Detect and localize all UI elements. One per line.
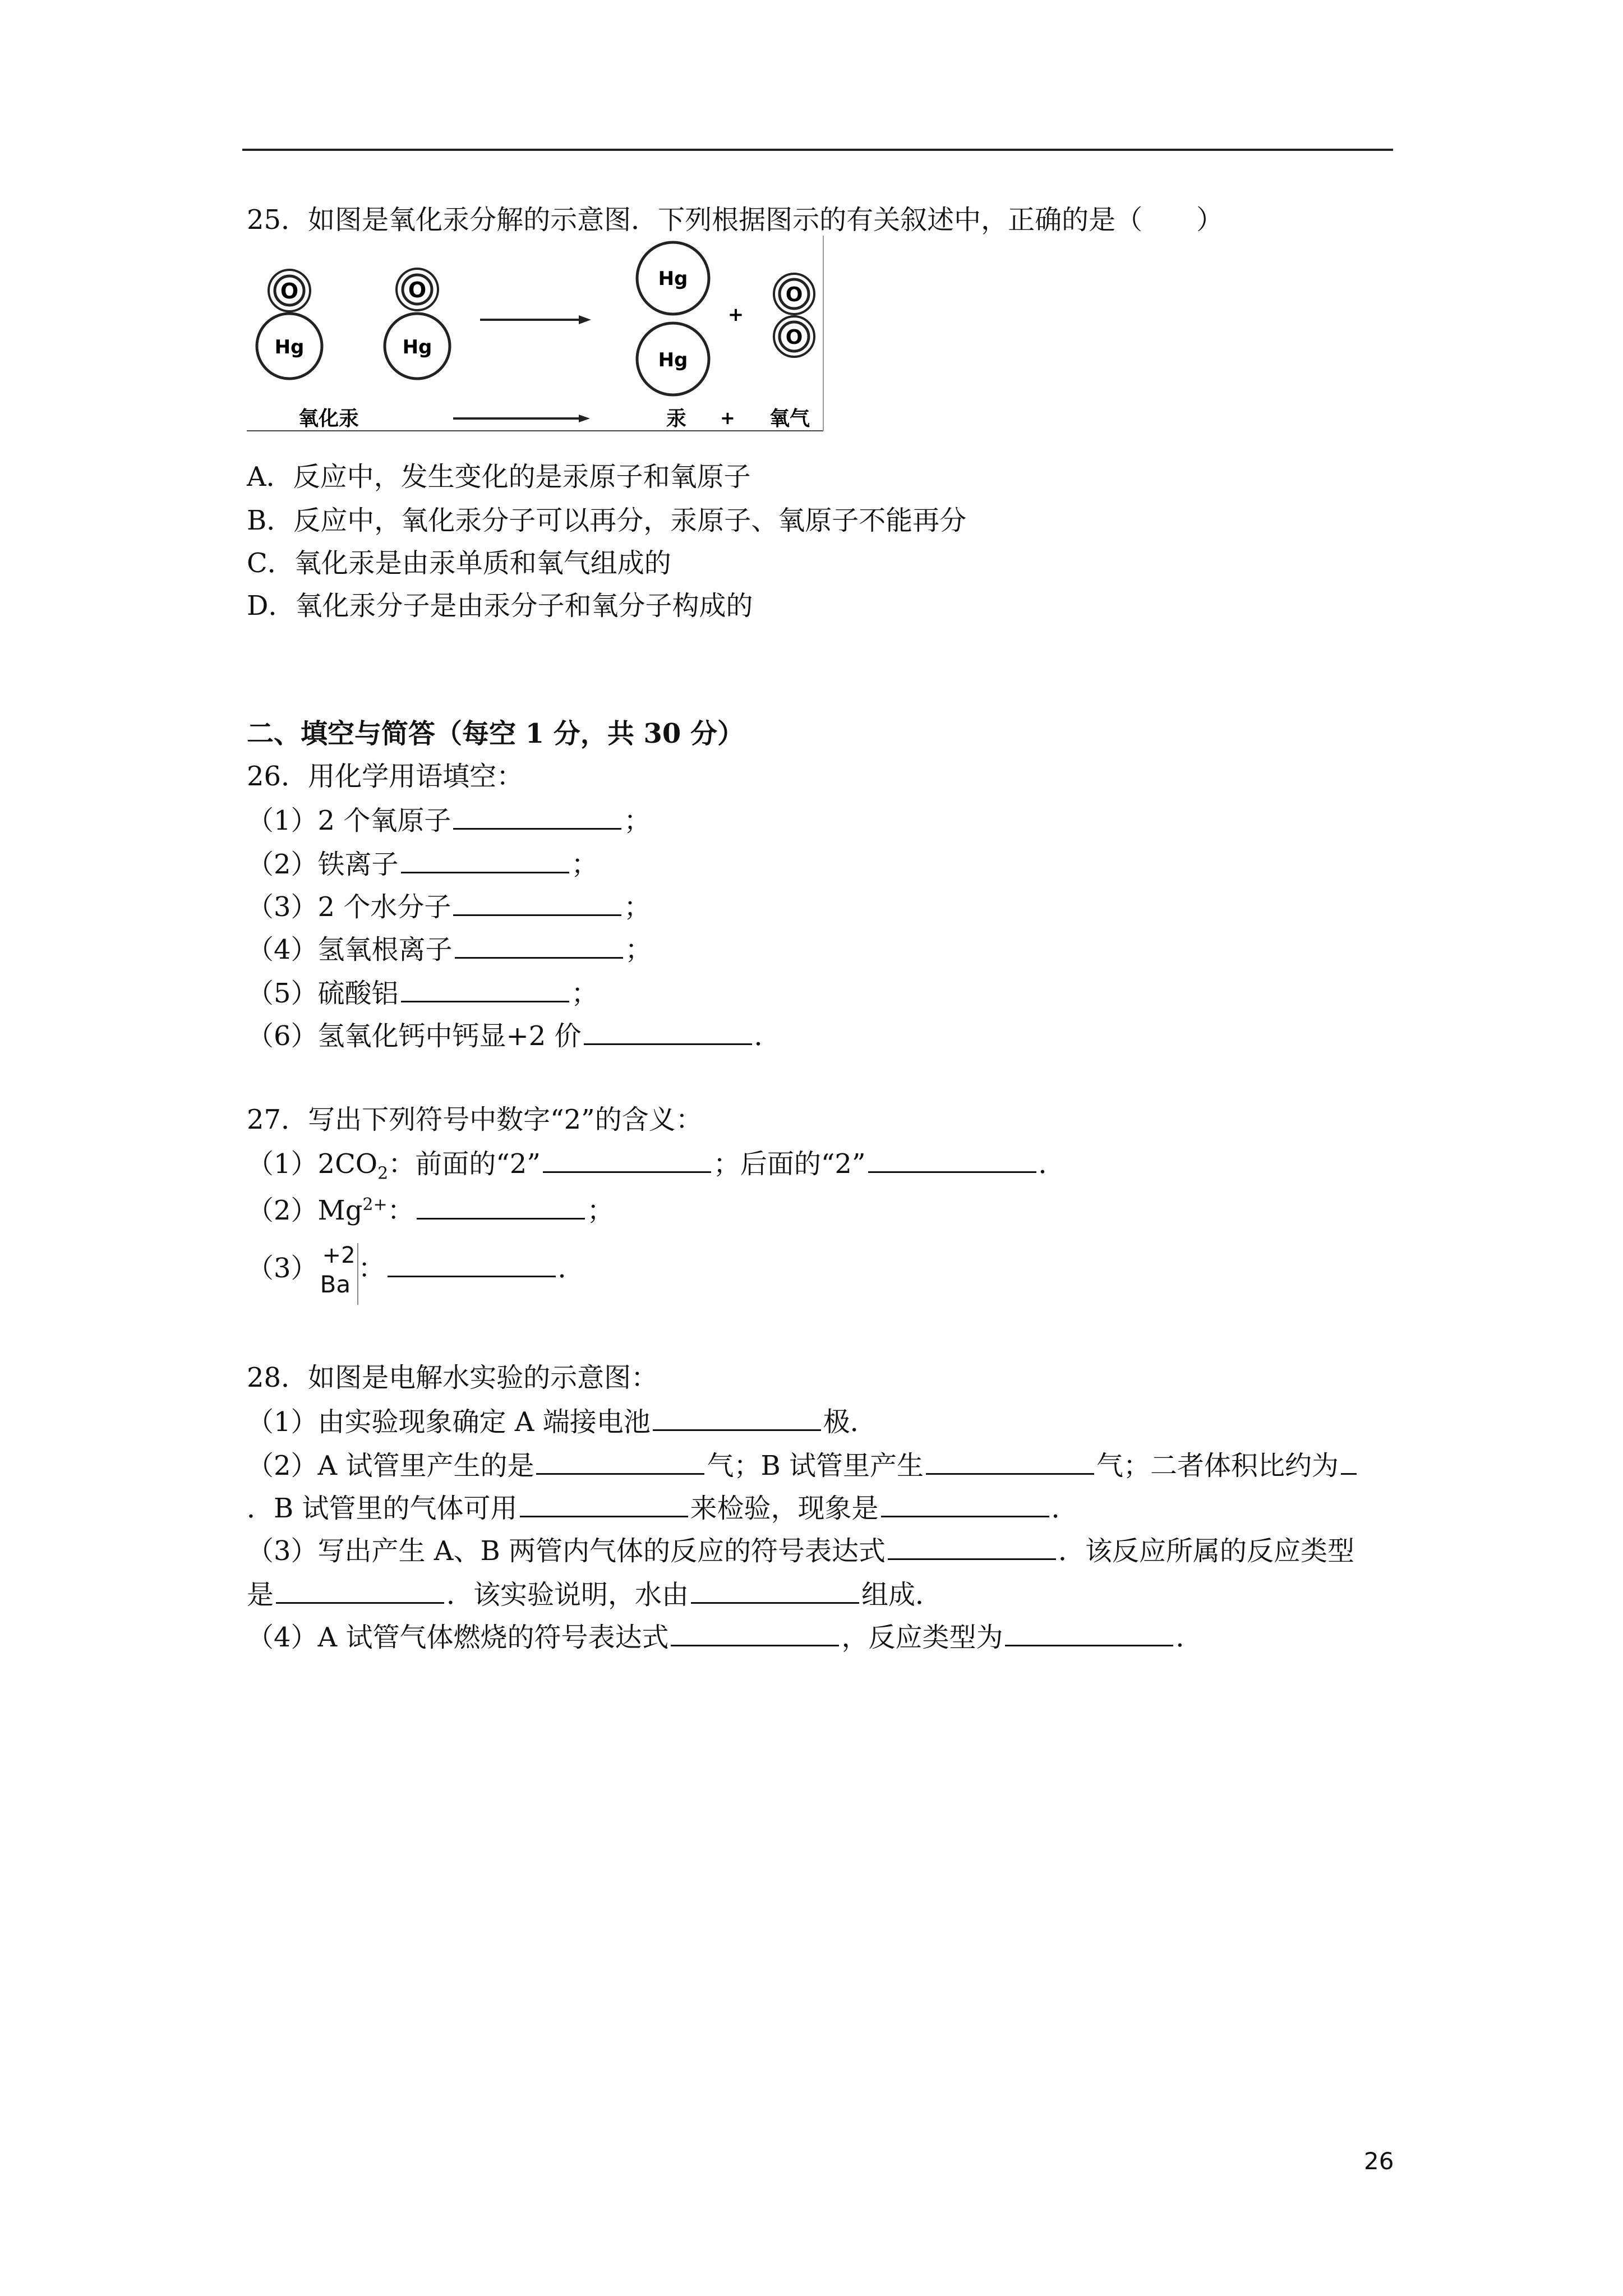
answer-blank[interactable] [520, 1490, 688, 1517]
q27-superscript: 2+ [362, 1195, 388, 1214]
answer-blank[interactable] [584, 1018, 752, 1045]
q28-line-3-end: ． [1051, 1493, 1078, 1524]
q27-line-3-end: ． [557, 1253, 585, 1284]
answer-blank[interactable] [453, 889, 621, 916]
q27-line-1-end: ． [1038, 1148, 1066, 1180]
q27-front-two-label: ：前面的“2” [388, 1148, 541, 1180]
q27-colon: ： [358, 1253, 385, 1284]
q25-option-c: C．氧化汞是由汞单质和氧气组成的 [247, 547, 671, 579]
q28-line-3-text-b: 来检验，现象是 [690, 1493, 879, 1524]
q28-line-1 [247, 1404, 877, 1439]
label-arrow-head [579, 415, 590, 422]
q28-line-2-text-b: 气；B 试管里产生 [707, 1450, 924, 1481]
q28-line-5-text-b: ．该实验说明，水由 [446, 1579, 689, 1611]
answer-blank[interactable] [276, 1576, 444, 1604]
q27-line-3 [247, 1232, 585, 1305]
answer-blank[interactable] [653, 1404, 821, 1431]
answer-blank[interactable] [453, 802, 621, 830]
q28-line-2 [247, 1447, 1359, 1483]
q26-item-3-text: （3）2 个水分子 [247, 891, 451, 923]
q26-item-2-end: ； [571, 849, 598, 880]
q27-line-2 [247, 1188, 614, 1227]
answer-blank[interactable] [888, 1533, 1056, 1560]
q26-item-1-text: （1）2 个氧原子 [247, 805, 451, 836]
answer-blank[interactable] [401, 846, 569, 873]
header-rule [242, 149, 1393, 151]
q28-line-2-text-c: 气；二者体积比约为 [1096, 1450, 1339, 1481]
q26-item-4-text: （4）氢氧根离子 [247, 934, 453, 965]
answer-blank[interactable] [671, 1619, 839, 1646]
answer-blank[interactable] [881, 1490, 1049, 1517]
q26-stem: 26．用化学用语填空： [247, 761, 524, 792]
q27-formula-mg: （2）Mg [247, 1195, 363, 1226]
q26-item-6 [247, 1018, 781, 1053]
q25-option-a: A．反应中，发生变化的是汞原子和氧原子 [247, 461, 751, 493]
atom-label-o: O [408, 278, 427, 302]
q26-item-2-text: （2）铁离子 [247, 849, 399, 880]
q28-line-6-text-b: ，反应类型为 [841, 1622, 1003, 1653]
q26-item-5-text: （5）硫酸铝 [247, 978, 399, 1009]
q27-stem: 27．写出下列符号中数字“2”的含义： [247, 1104, 703, 1135]
atom-label-hg: Hg [658, 349, 688, 371]
q26-item-3 [247, 889, 651, 924]
q28-line-1-text: （1）由实验现象确定 A 端接电池 [247, 1406, 651, 1438]
atom-label-o: O [785, 283, 803, 306]
page-number: 26 [1364, 2147, 1394, 2175]
q26-item-6-text: （6）氢氧化钙中钙显+2 价 [247, 1020, 582, 1052]
answer-blank[interactable] [868, 1145, 1036, 1173]
label-plus: + [720, 407, 735, 429]
q26-item-5 [247, 975, 598, 1010]
q28-line-5-end: 组成． [861, 1579, 943, 1611]
q26-item-3-end: ； [624, 891, 651, 923]
q26-item-6-end: ． [754, 1020, 781, 1052]
symbol-edge [357, 1243, 358, 1305]
q26-item-2 [247, 846, 598, 881]
q28-line-5 [247, 1576, 942, 1612]
answer-blank[interactable] [926, 1447, 1094, 1475]
element-symbol-ba: Ba [320, 1271, 351, 1298]
q26-item-4 [247, 931, 652, 967]
atom-label-hg: Hg [274, 336, 305, 358]
barium-valence-symbol [318, 1243, 358, 1305]
q27-colon: ： [387, 1195, 414, 1226]
q28-line-5-text-a: 是 [247, 1579, 274, 1611]
q26-item-1 [247, 802, 651, 838]
q28-line-2-text-a: （2）A 试管里产生的是 [247, 1450, 534, 1481]
answer-blank[interactable] [417, 1192, 585, 1220]
label-oxygen-gas: 氧气 [769, 407, 810, 430]
q28-line-3 [247, 1490, 1078, 1525]
mercury-oxide-decomposition-diagram [242, 236, 826, 438]
reaction-arrow-head [579, 315, 591, 324]
answer-blank[interactable] [536, 1447, 704, 1475]
q25-option-b: B．反应中，氧化汞分子可以再分，汞原子、氧原子不能再分 [247, 505, 967, 536]
valence-charge: +2 [322, 1243, 356, 1268]
q27-line-1 [247, 1145, 1066, 1191]
q28-line-4 [247, 1533, 1354, 1568]
answer-blank[interactable] [691, 1576, 859, 1604]
q27-subscript: 2 [377, 1163, 389, 1184]
q25-option-d: D．氧化汞分子是由汞分子和氧分子构成的 [247, 590, 753, 622]
atom-label-hg: Hg [658, 268, 688, 290]
q28-line-3-text-a: ．B 试管里的气体可用 [247, 1493, 518, 1524]
q25-stem: 25．如图是氧化汞分解的示意图．下列根据图示的有关叙述中，正确的是（ ） [247, 204, 1224, 236]
q28-line-4-text-b: ．该反应所属的反应类型 [1058, 1535, 1355, 1567]
q28-line-6-end: ． [1175, 1622, 1203, 1653]
q28-line-6-text-a: （4）A 试管气体燃烧的符号表达式 [247, 1622, 669, 1653]
answer-blank[interactable] [401, 975, 569, 1002]
q28-line-1-end: 极． [823, 1406, 877, 1438]
q26-item-4-end: ； [625, 934, 652, 965]
label-mercury: 汞 [666, 407, 687, 430]
atom-label-hg: Hg [402, 336, 432, 358]
atom-label-o: O [785, 326, 803, 349]
atom-label-o: O [280, 279, 299, 303]
q26-item-5-end: ； [571, 978, 598, 1009]
section-2-title: 二、填空与简答（每空 1 分，共 30 分） [247, 718, 745, 749]
q27-item-3-number: （3） [247, 1253, 318, 1284]
q27-line-2-end: ； [587, 1195, 614, 1226]
label-mercury-oxide: 氧化汞 [298, 407, 359, 430]
answer-blank[interactable] [543, 1145, 711, 1173]
q28-line-6 [247, 1619, 1203, 1654]
answer-blank[interactable] [1005, 1619, 1173, 1646]
plus-sign: + [727, 303, 744, 326]
answer-blank[interactable] [388, 1250, 556, 1277]
q27-back-two-label: ；后面的“2” [713, 1148, 866, 1180]
q27-formula-co2: （1）2CO [247, 1148, 378, 1180]
q28-line-4-text-a: （3）写出产生 A、B 两管内气体的反应的符号表达式 [247, 1535, 886, 1567]
q28-stem: 28．如图是电解水实验的示意图： [247, 1362, 658, 1393]
answer-blank[interactable] [1341, 1447, 1357, 1475]
answer-blank[interactable] [455, 931, 623, 959]
q26-item-1-end: ； [624, 805, 651, 836]
